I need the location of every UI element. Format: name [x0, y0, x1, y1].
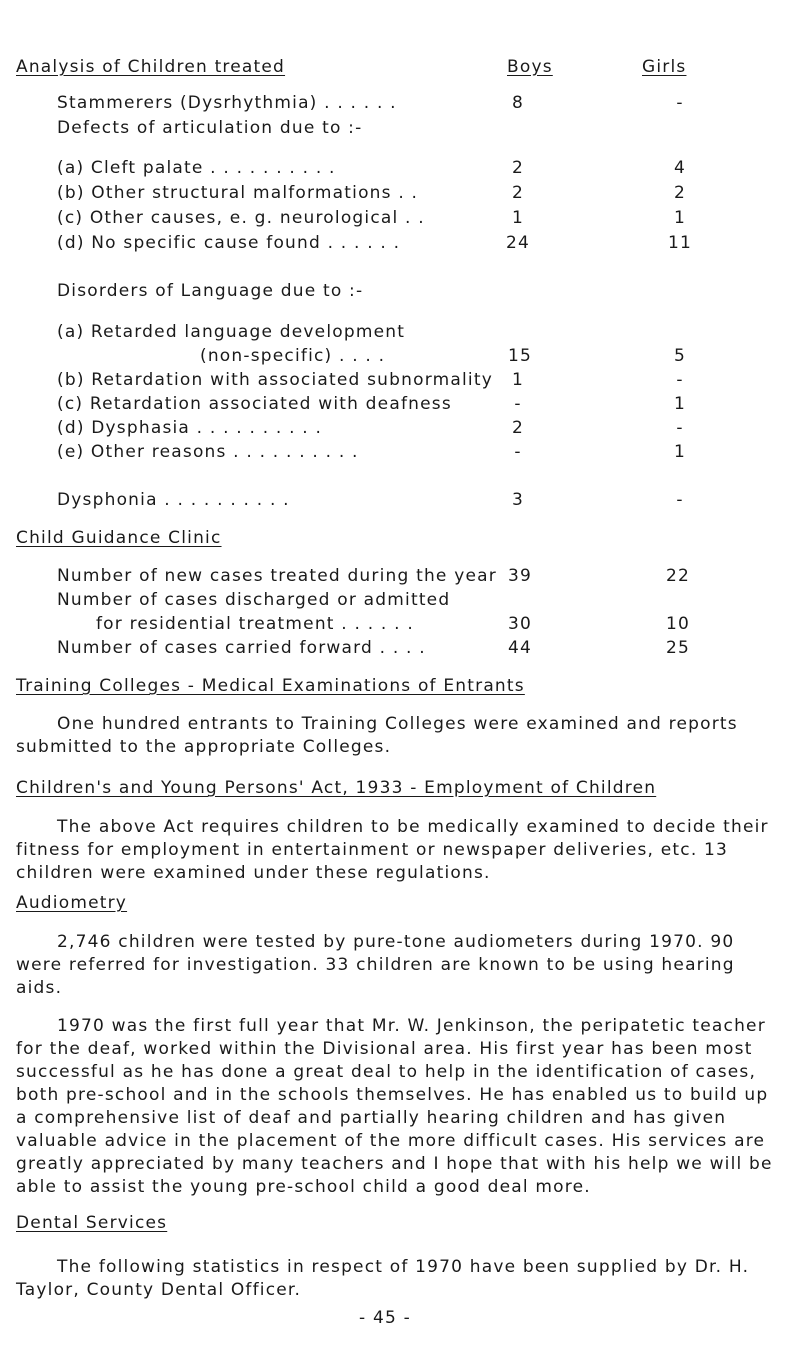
row-label: Number of new cases treated during the year [57, 566, 497, 586]
girls-value: 1 [673, 208, 687, 228]
audiometry-paragraph-1: 2,746 children were tested by pure-tone audiometers during 1970. 90 were referred for investigation. 33 children are known to be using hearing aids. [16, 932, 735, 998]
row-label: (c) Retardation associated with deafness [57, 394, 452, 414]
row-label: (b) Other structural malformations . . [57, 183, 419, 203]
column-header-girls: Girls [642, 57, 687, 77]
girls-value: - [676, 93, 684, 113]
dental-paragraph: The following statistics in respect of 1970 have been supplied by Dr. H. Taylor, County Dental Officer. [16, 1257, 750, 1300]
row-label: Number of cases discharged or admitted [57, 590, 451, 610]
girls-value: - [676, 370, 684, 390]
girls-value: 25 [665, 638, 691, 658]
boys-value: - [514, 394, 522, 414]
row-label: (non-specific) . . . . [200, 346, 386, 366]
boys-value: 8 [511, 93, 525, 113]
row-label: (b) Retardation with associated subnormality [57, 370, 493, 390]
boys-value: 15 [507, 346, 533, 366]
girls-value: - [676, 490, 684, 510]
boys-value: 39 [507, 566, 533, 586]
boys-value: - [514, 442, 522, 462]
boys-value: 24 [505, 233, 531, 253]
row-label: for residential treatment . . . . . . [96, 614, 414, 634]
boys-value: 2 [511, 158, 525, 178]
section-heading-training-colleges: Training Colleges - Medical Examinations of Entrants [16, 676, 525, 696]
girls-value: 22 [665, 566, 691, 586]
row-label: Stammerers (Dysrhythmia) . . . . . . [57, 93, 397, 113]
row-label: (c) Other causes, e. g. neurological . . [57, 208, 425, 228]
section-heading-child-guidance: Child Guidance Clinic [16, 528, 222, 548]
section-heading-dental-services: Dental Services [16, 1213, 168, 1233]
section-heading-audiometry: Audiometry [16, 893, 128, 913]
boys-value: 1 [511, 208, 525, 228]
row-label: Disorders of Language due to :- [57, 281, 364, 301]
girls-value: 11 [667, 233, 693, 253]
boys-value: 1 [511, 370, 525, 390]
boys-value: 30 [507, 614, 533, 634]
section-heading-employment: Children's and Young Persons' Act, 1933 - Employment of Children [16, 778, 657, 798]
girls-value: 5 [673, 346, 687, 366]
row-label: Defects of articulation due to :- [57, 118, 363, 138]
boys-value: 44 [507, 638, 533, 658]
row-label: (d) No specific cause found . . . . . . [57, 233, 401, 253]
girls-value: 1 [673, 394, 687, 414]
boys-value: 3 [511, 490, 525, 510]
row-label: (a) Cleft palate . . . . . . . . . . [57, 158, 336, 178]
row-label: Number of cases carried forward . . . . [57, 638, 426, 658]
column-header-boys: Boys [507, 57, 553, 77]
employment-paragraph: The above Act requires children to be medically examined to decide their fitness for employment in entertainment or newspaper deliveries, etc. 13 children were examined under these regulations. [16, 817, 769, 883]
boys-value: 2 [511, 183, 525, 203]
row-label: (a) Retarded language development [57, 322, 406, 342]
row-label: (e) Other reasons . . . . . . . . . . [57, 442, 359, 462]
audiometry-paragraph-2: 1970 was the first full year that Mr. W. Jenkinson, the peripatetic teacher for the deaf, worked within the Divisional area. His first year has been most successful as he has done a great deal to help in the identification of cases, both pre-school and in the schools themselves. He has enabled us to build up a comprehensive list of deaf and partially hearing children and has given valuable advice in the placement of the more difficult cases. His services are greatly appreciated by many teachers and I hope that with his help we will be able to assist the young pre-school child a good deal more. [16, 1016, 773, 1197]
table-title: Analysis of Children treated [16, 57, 286, 77]
girls-value: 10 [665, 614, 691, 634]
girls-value: - [676, 418, 684, 438]
row-label: (d) Dysphasia . . . . . . . . . . [57, 418, 323, 438]
girls-value: 2 [673, 183, 687, 203]
row-label: Dysphonia . . . . . . . . . . [57, 490, 290, 510]
training-paragraph: One hundred entrants to Training Colleges were examined and reports submitted to the appropriate Colleges. [16, 714, 738, 757]
girls-value: 4 [673, 158, 687, 178]
page-number: - 45 - [359, 1308, 411, 1328]
girls-value: 1 [673, 442, 687, 462]
boys-value: 2 [511, 418, 525, 438]
